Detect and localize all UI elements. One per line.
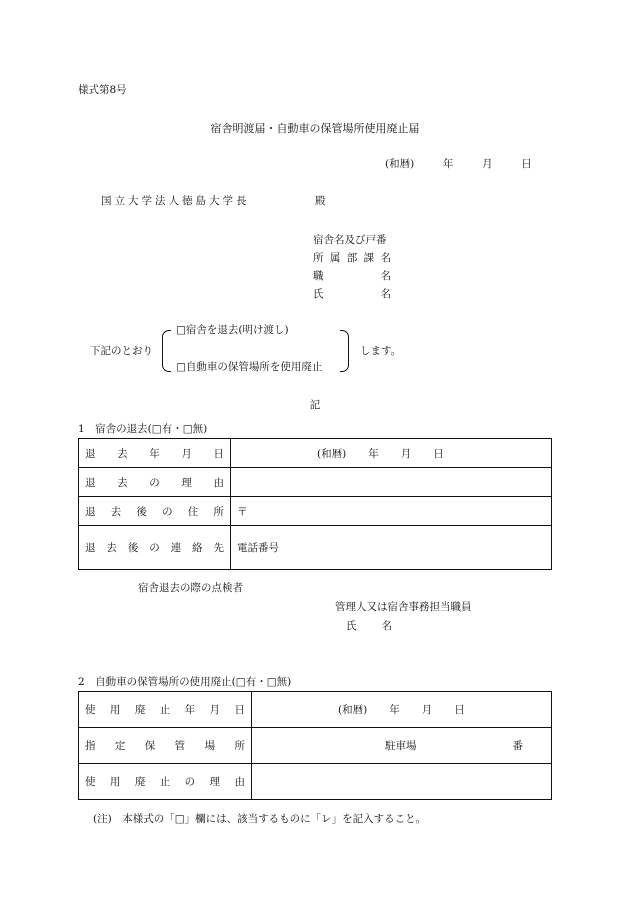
table-row <box>79 692 552 728</box>
left-bracket <box>162 330 171 372</box>
date-year: 年 <box>442 158 454 170</box>
cancel-reason-label: 使 用 廃 止 の 理 由 <box>79 764 252 800</box>
form-number: 様式第8号 <box>78 84 127 96</box>
inspector-label: 宿舎退去の際の点検者 <box>138 582 243 594</box>
move-out-date-label: 退 去 年 月 日 <box>79 439 231 468</box>
contact-label: 退 去 後 の 連 絡 先 <box>79 526 231 570</box>
department-label: 所 属 部 課 名 <box>313 252 391 264</box>
section1-heading: 1 宿舎の退去(□有・□無) <box>78 423 208 435</box>
ki-heading: 記 <box>309 399 321 411</box>
cancel-date-label: 使 用 廃 止 年 月 日 <box>79 692 252 728</box>
date-line <box>385 156 532 171</box>
addressee-name: 国立大学法人徳島大学長 <box>101 195 250 207</box>
parking-table <box>78 691 552 800</box>
notification-suffix: します。 <box>360 345 402 357</box>
table-row <box>79 497 552 526</box>
new-address-label: 退 去 後 の 住 所 <box>79 497 231 526</box>
parking-lot-text: 駐車場 <box>385 740 417 752</box>
contact-field[interactable]: 電話番号 <box>231 526 552 570</box>
notification-prefix: 下記のとおり <box>90 345 153 357</box>
right-bracket <box>340 330 349 372</box>
page-title: 宿舎明渡届・自動車の保管場所使用廃止届 <box>210 122 420 135</box>
housing-label: 宿舎名及び戸番 <box>313 234 387 246</box>
table-row <box>79 468 552 497</box>
new-address-field[interactable]: 〒 <box>231 497 552 526</box>
cancel-date-field[interactable]: (和暦) 年 月 日 <box>252 692 552 728</box>
cancel-reason-field[interactable] <box>252 764 552 800</box>
date-era: (和暦) <box>385 158 415 170</box>
position-label: 職 名 <box>313 270 391 282</box>
table-row <box>79 526 552 570</box>
parking-location-field[interactable] <box>252 728 552 764</box>
move-out-reason-label: 退 去 の 理 由 <box>79 468 231 497</box>
date-day: 日 <box>521 158 532 170</box>
parking-location-label: 指 定 保 管 場 所 <box>79 728 252 764</box>
option-move-out: □宿舎を退去(明け渡し) <box>176 324 289 336</box>
move-out-table <box>78 438 552 570</box>
parking-number-text: 番 <box>512 740 523 752</box>
date-month: 月 <box>482 158 493 170</box>
addressee-honorific: 殿 <box>315 195 326 207</box>
move-out-reason-field[interactable] <box>231 468 552 497</box>
option-parking-cancel: □自動車の保管場所を使用廃止 <box>176 361 323 373</box>
move-out-date-field[interactable]: (和暦) 年 月 日 <box>231 439 552 468</box>
table-row <box>79 764 552 800</box>
inspector-name-label: 氏 名 <box>346 620 392 632</box>
footnote: (注) 本様式の「□」欄には、該当するものに「レ」を記入すること。 <box>93 813 427 825</box>
inspector-role: 管理人又は宿舎事務担当職員 <box>335 601 472 613</box>
section2-heading: 2 自動車の保管場所の使用廃止(□有・□無) <box>78 676 292 688</box>
table-row <box>79 439 552 468</box>
table-row <box>79 728 552 764</box>
name-label: 氏 名 <box>313 288 391 300</box>
